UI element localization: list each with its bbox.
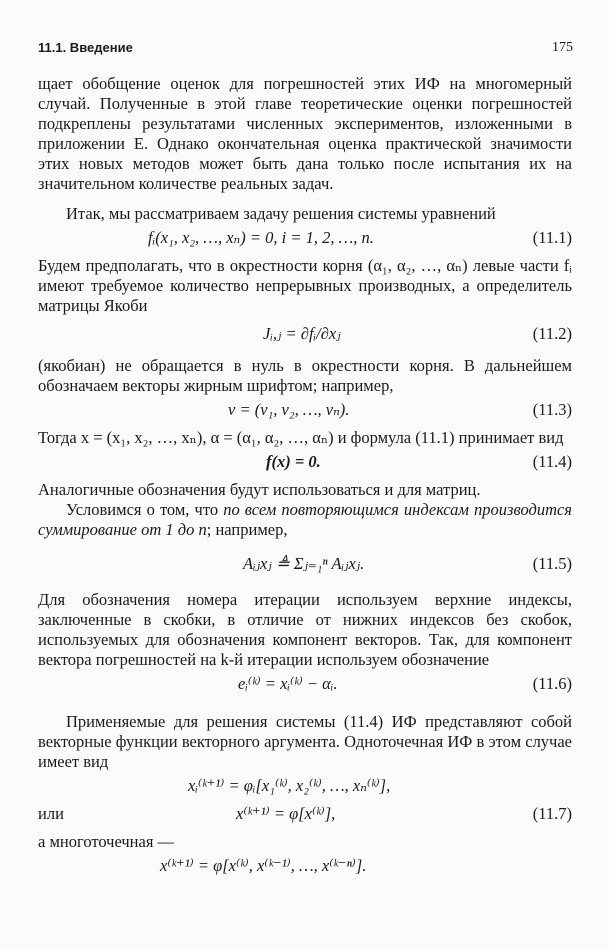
paragraph-7-lead: Условимся о том, что: [66, 500, 224, 519]
equation-11-7-component: [38, 776, 572, 798]
equation-11-5: [38, 544, 572, 584]
equation-11-3: [38, 400, 572, 422]
running-header: [38, 38, 573, 58]
equation-multipoint-formula: x⁽ᵏ⁺¹⁾ = φ[x⁽ᵏ⁾, x⁽ᵏ⁻¹⁾, …, x⁽ᵏ⁻ⁿ⁾].: [160, 856, 367, 875]
equation-multipoint: [38, 856, 572, 878]
paragraph-7-tail: ; например,: [206, 520, 288, 539]
equation-11-7-formula: x⁽ᵏ⁺¹⁾ = φ[x⁽ᵏ⁾],: [236, 804, 336, 823]
paragraph-6: Аналогичные обозначения будут использоваться и для матриц.: [38, 480, 481, 499]
page-number: 175: [552, 40, 573, 55]
paragraph-5: Тогда x = (x₁, x₂, …, xₙ), α = (α₁, α₂, …, αₙ) и формула (11.1) принимает вид: [38, 428, 564, 447]
equation-11-2: [38, 320, 572, 350]
equation-11-7-component-formula: xᵢ⁽ᵏ⁺¹⁾ = φᵢ[x₁⁽ᵏ⁾, x₂⁽ᵏ⁾, …, xₙ⁽ᵏ⁾],: [188, 776, 391, 795]
equation-11-6-number: (11.6): [532, 674, 572, 693]
equation-11-6-formula: eᵢ⁽ᵏ⁾ = xᵢ⁽ᵏ⁾ − αᵢ.: [238, 674, 338, 693]
paragraph-2: Итак, мы рассматриваем задачу решения системы уравнений: [66, 204, 496, 223]
page-body: [38, 74, 572, 884]
equation-11-3-number: (11.3): [532, 400, 572, 419]
paragraph-7: [38, 500, 572, 540]
equation-11-1-number: (11.1): [532, 228, 572, 247]
paragraph-8: Для обозначения номера итерации используем верхние индексы, заключенные в скобки, в отличие от нижних индексов без скобок, используемых для обозначения компонент векторов. Так, для компонент вектора погрешностей на k-й итерации используем обозначение: [38, 590, 572, 669]
equation-11-4-formula: f(x) = 0.: [266, 452, 321, 471]
equation-11-7: [38, 804, 572, 826]
paragraph-7-emphasis: по всем повторяющимся индексам производится суммирование от 1 до n: [38, 500, 572, 539]
equation-11-4: [38, 452, 572, 474]
section-title: 11.1. Введение: [38, 40, 133, 55]
equation-11-5-formula: Aᵢⱼxⱼ ≜ Σⱼ₌₁ⁿ Aᵢⱼxⱼ.: [243, 554, 365, 573]
equation-11-2-formula: Jᵢ,ⱼ = ∂fᵢ/∂xⱼ: [263, 324, 341, 343]
equation-11-7-lead: или: [38, 804, 64, 823]
paragraph-10: а многоточечная —: [38, 832, 175, 851]
equation-11-1-formula: fᵢ(x₁, x₂, …, xₙ) = 0, i = 1, 2, …, n.: [148, 228, 374, 247]
paragraph-1: щает обобщение оценок для погрешностей этих ИФ на многомерный случай. Полученные в этой главе теоретические оценки погрешностей подкреплены результатами численных экспериментов, изложенными в приложении Е. Однако окончательная оценка практической значимости этих новых методов может быть дана только после испытания их на значительном количестве реальных задач.: [38, 74, 572, 193]
paragraph-4: (якобиан) не обращается в нуль в окрестности корня. В дальнейшем обозначаем векторы жирным шрифтом; например,: [38, 356, 572, 395]
equation-11-5-number: (11.5): [532, 554, 572, 573]
equation-11-3-formula: v = (v₁, v₂, …, vₙ).: [228, 400, 350, 419]
paragraph-3: Будем предполагать, что в окрестности корня (α₁, α₂, …, αₙ) левые части fᵢ имеют требуемое количество непрерывных производных, а определитель матрицы Якоби: [38, 256, 572, 315]
paragraph-9: Применяемые для решения системы (11.4) ИФ представляют собой векторные функции векторного аргумента. Одноточечная ИФ в этом случае имеет вид: [38, 712, 572, 771]
equation-11-7-number: (11.7): [532, 804, 572, 823]
equation-11-6: [38, 674, 572, 696]
equation-11-1: [38, 228, 572, 250]
equation-11-4-number: (11.4): [532, 452, 572, 471]
equation-11-2-number: (11.2): [532, 324, 572, 343]
